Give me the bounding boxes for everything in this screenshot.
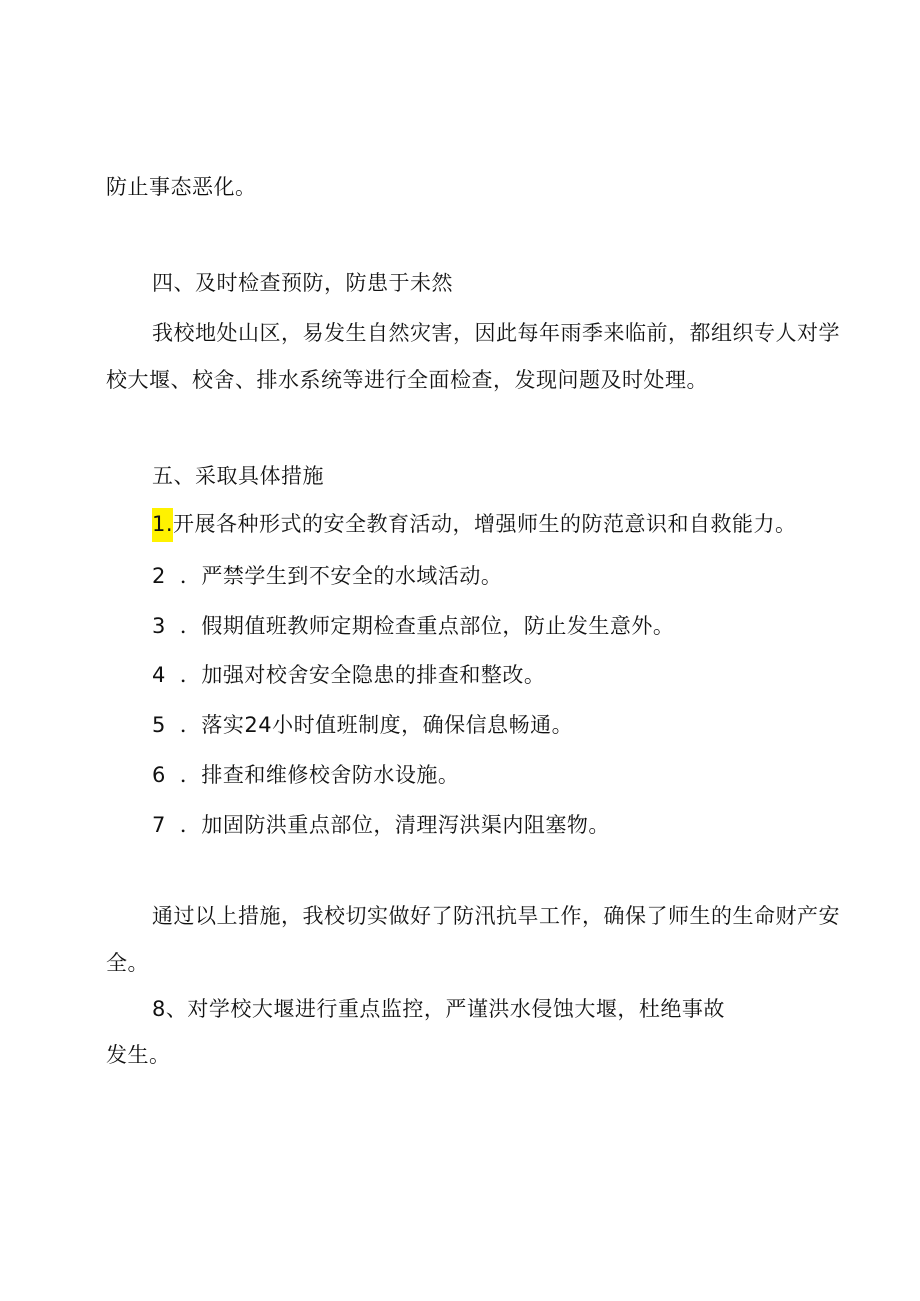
list-item-2: [152, 561, 502, 591]
list-item-number: 7: [152, 813, 166, 837]
list-item-5: [152, 710, 573, 740]
list-item-text: ．假期值班教师定期检查重点部位，防止发生意外。: [179, 614, 675, 638]
list-item-number: 6: [152, 763, 166, 787]
section-4-heading: 四、及时检查预防，防患于未然: [152, 271, 453, 295]
list-item-text: 开展各种形式的安全教育活动，增强师生的防范意识和自救能力。: [173, 512, 797, 536]
list-item-3: [152, 611, 674, 641]
list-item-7: [152, 810, 610, 840]
item-8-line-2: 发生。: [106, 1043, 171, 1067]
list-item-4: [152, 660, 545, 690]
section-4-body-line-2: 校大堰、校舍、排水系统等进行全面检查，发现问题及时处理。: [106, 368, 708, 392]
list-item-number: 3: [152, 614, 166, 638]
list-item-1: [152, 509, 797, 539]
list-item-number: 4: [152, 663, 166, 687]
list-item-number: 2: [152, 564, 166, 588]
conclusion-line-1: 通过以上措施，我校切实做好了防汛抗旱工作，确保了师生的生命财产安: [152, 904, 840, 928]
conclusion-line-2: 全。: [106, 951, 149, 975]
list-item-text: ．落实24小时值班制度，确保信息畅通。: [179, 713, 574, 737]
list-item-text: ．排查和维修校舍防水设施。: [179, 763, 460, 787]
list-item-text: ．加强对校舍安全隐患的排查和整改。: [179, 663, 546, 687]
list-item-number: 5: [152, 713, 166, 737]
highlighted-number: 1.: [152, 508, 173, 542]
section-4-body-line-1: 我校地处山区，易发生自然灾害，因此每年雨季来临前，都组织专人对学: [152, 321, 840, 345]
list-item-6: [152, 760, 459, 790]
continuation-text: 防止事态恶化。: [106, 175, 257, 199]
list-item-text: ．加固防洪重点部位，清理泻洪渠内阻塞物。: [179, 813, 610, 837]
list-item-text: ．严禁学生到不安全的水域活动。: [179, 564, 503, 588]
section-5-heading: 五、采取具体措施: [152, 464, 324, 488]
item-8-line-1: 8、对学校大堰进行重点监控，严谨洪水侵蚀大堰，杜绝事故: [152, 997, 725, 1021]
